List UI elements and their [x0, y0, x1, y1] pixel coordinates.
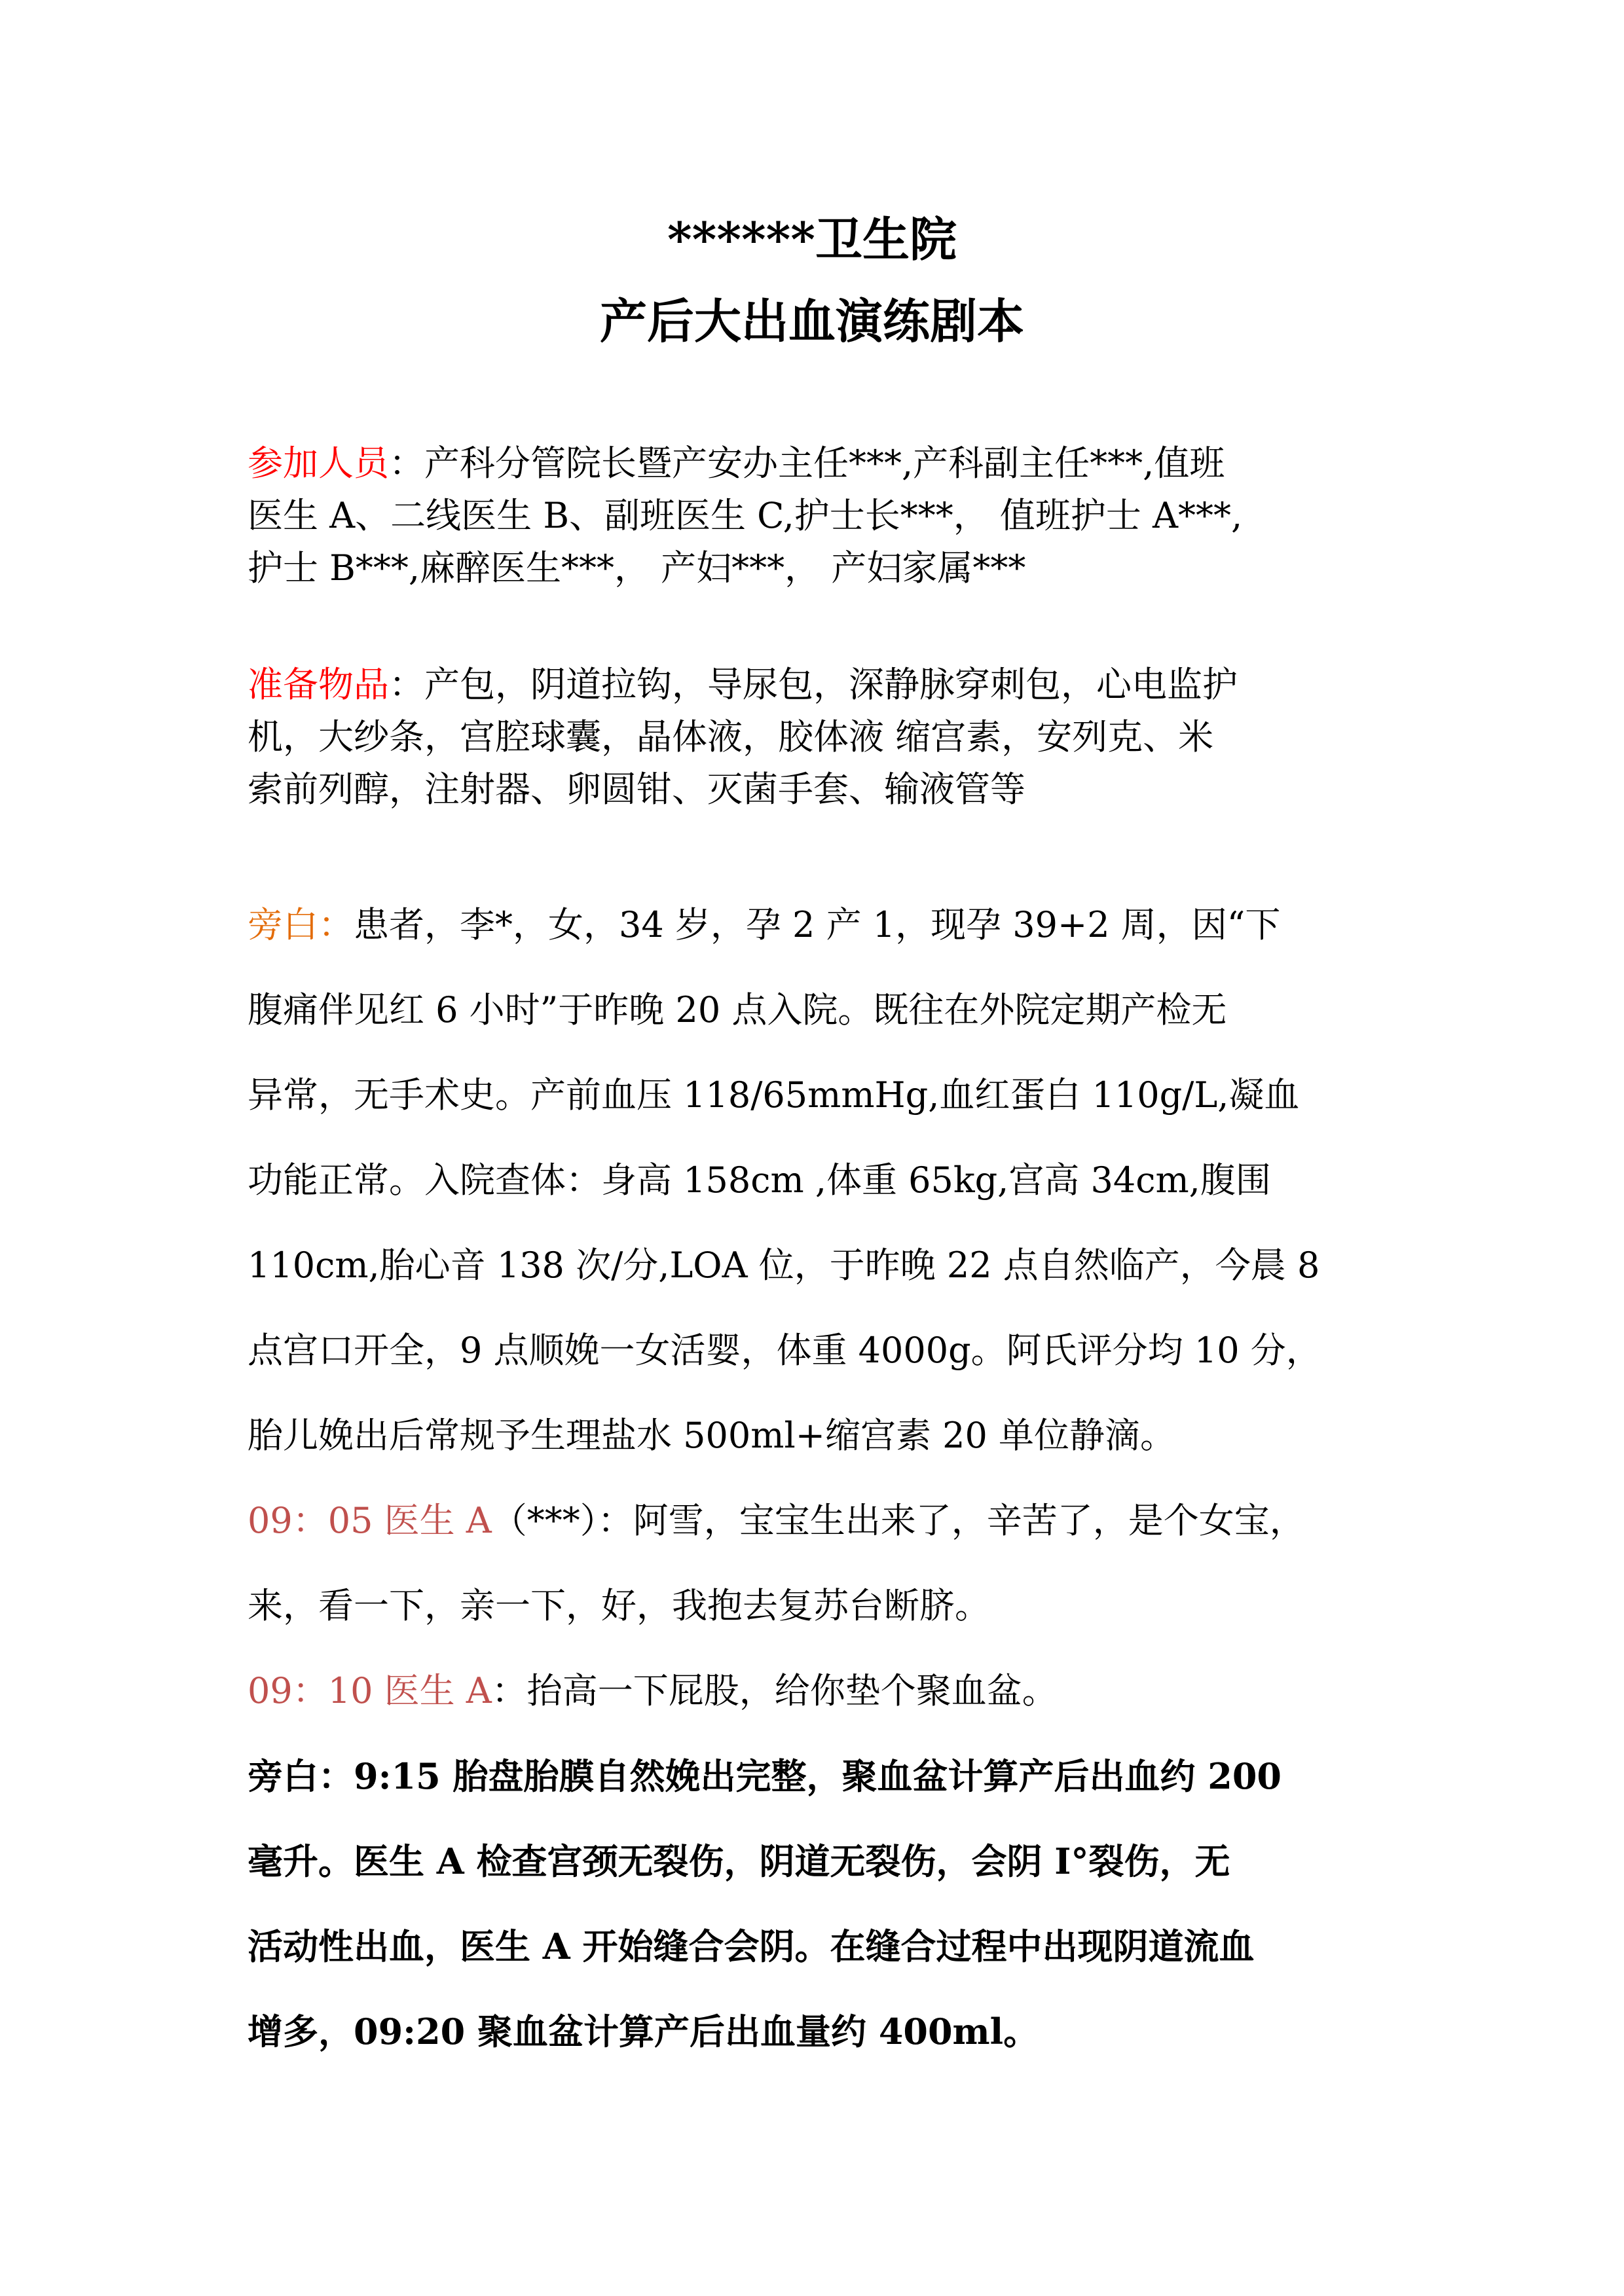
narration-2-line-1: 9:15 胎盘胎膜自然娩出完整，聚血盆计算产后出血约 200: [354, 1755, 1282, 1797]
dialogue-speaker-note: （***）：: [491, 1500, 633, 1541]
participants-section: [248, 437, 1387, 594]
participants-line-1: 产科分管院长暨产安办主任***,产科副主任***,值班: [424, 443, 1225, 484]
narration-colon: ：: [318, 904, 354, 945]
participants-line-2: 医生 A、二线医生 B、副班医生 C,护士长***， 值班护士 A***,: [248, 495, 1243, 536]
supplies-line-1: 产包，阴道拉钩，导尿包，深静脉穿刺包，心电监护: [424, 664, 1238, 705]
narration-2-line-3: 活动性出血，医生 A 开始缝合会阴。在缝合过程中出现阴道流血: [248, 1925, 1255, 1967]
participants-colon: ：: [389, 443, 424, 484]
dialogue-line-2: 来，看一下，亲一下，好，我抱去复苏台断脐。: [248, 1585, 990, 1626]
supplies-section: [248, 659, 1387, 816]
participants-label: 参加人员: [248, 443, 389, 484]
dialogue-0910: [248, 1649, 1387, 1734]
narration-2-line-2: 毫升。医生 A 检查宫颈无裂伤，阴道无裂伤，会阴 I°裂伤，无: [248, 1840, 1230, 1882]
narration-line-4: 功能正常。入院查体：身高 158cm ,体重 65kg,宫高 34cm,腹围: [248, 1159, 1271, 1201]
script-title: 产后大出血演练剧本: [599, 293, 1024, 349]
narration-section-1: [248, 883, 1387, 1478]
narration-label: 旁白: [248, 904, 318, 945]
supplies-label: 准备物品: [248, 664, 389, 705]
dialogue-0905: [248, 1478, 1387, 1649]
dialogue-text: 抬高一下屁股，给你垫个聚血盆。: [526, 1670, 1058, 1711]
supplies-line-2: 机，大纱条，宫腔球囊，晶体液，胶体液 缩宫素，安列克、米: [248, 716, 1214, 757]
dialogue-timestamp-speaker: 09：05 医生 A: [248, 1500, 492, 1541]
narration-line-6: 点宫口开全，9 点顺娩一女活婴，体重 4000g。阿氏评分均 10 分，: [248, 1330, 1321, 1371]
narration-2-label: 旁白: [248, 1755, 318, 1797]
dialogue-colon: ：: [491, 1670, 527, 1711]
narration-2-colon: ：: [318, 1755, 354, 1797]
narration-line-7: 胎儿娩出后常规予生理盐水 500ml+缩宫素 20 单位静滴。: [248, 1415, 1175, 1456]
hospital-title: ******卫生院: [667, 211, 957, 267]
narration-2-line-4: 增多，09:20 聚血盆计算产后出血量约 400ml。: [248, 2011, 1039, 2052]
narration-line-3: 异常，无手术史。产前血压 118/65mmHg,血红蛋白 110g/L,凝血: [248, 1074, 1300, 1116]
narration-line-2: 腹痛伴见红 6 小时”于昨晚 20 点入院。既往在外院定期产检无: [248, 989, 1227, 1030]
dialogue-line-1: 阿雪，宝宝生出来了，辛苦了，是个女宝，: [633, 1500, 1305, 1541]
supplies-line-3: 索前列醇，注射器、卵圆钳、灭菌手套、输液管等: [248, 769, 1025, 810]
narration-line-1: 患者，李*，女，34 岁，孕 2 产 1，现孕 39+2 周，因“下: [354, 904, 1281, 945]
participants-line-3: 护士 B***,麻醉医生***， 产妇***， 产妇家属***: [248, 547, 1026, 589]
narration-line-5: 110cm,胎心音 138 次/分,LOA 位，于昨晚 22 点自然临产，今晨 8: [248, 1245, 1320, 1286]
dialogue-timestamp-speaker: 09：10 医生 A: [248, 1670, 492, 1711]
supplies-colon: ：: [389, 664, 424, 705]
narration-section-2: [248, 1734, 1387, 2074]
